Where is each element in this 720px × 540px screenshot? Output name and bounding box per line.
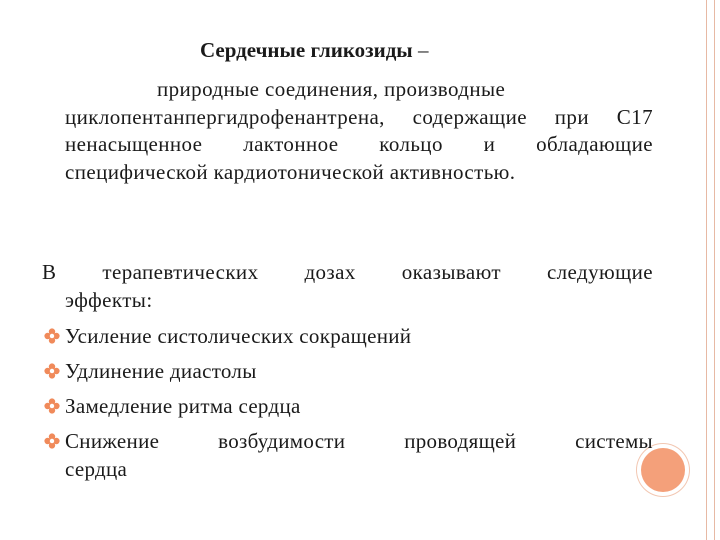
list-item-text: Усиление систолических сокращений [65,324,412,348]
list-item-word: Снижение [65,429,160,453]
list-item-word: возбудимости [218,429,346,453]
list-item-text: Замедление ритма сердца [65,394,301,418]
effects-intro-line1 [42,258,653,286]
frame-line-left [706,0,707,540]
definition-paragraph [65,76,653,186]
intro-word: терапевтических [102,260,259,284]
list-item-text: Удлинение диастолы [65,359,257,383]
title-dash: – [412,38,429,62]
list-item [42,427,653,483]
list-item [42,392,653,420]
intro-word: оказывают [401,260,501,284]
list-item [42,322,653,350]
intro-word: дозах [304,260,356,284]
frame-line-right [714,0,715,540]
flower-icon [44,433,60,449]
effects-list [42,322,653,490]
flower-icon [44,398,60,414]
slide-title [200,38,428,63]
effects-intro-line2: эффекты: [65,288,153,312]
effects-intro [42,258,653,314]
list-item-line2: сердца [65,457,128,481]
list-item-word: проводящей [404,429,517,453]
definition-text: циклопентанпергидрофенантрена, содержащие при С17 ненасыщенное лактонное кольцо и обладающие специфической кардиотонической активностью. [65,104,653,184]
list-item-line1 [65,427,653,455]
flower-icon [44,363,60,379]
flower-icon [44,328,60,344]
definition-first-line: природные соединения, производные [157,77,506,101]
title-bold: Сердечные гликозиды [200,38,413,62]
list-item-word: системы [575,429,653,453]
list-item [42,357,653,385]
intro-word: следующие [546,260,653,284]
intro-word: В [42,260,57,284]
